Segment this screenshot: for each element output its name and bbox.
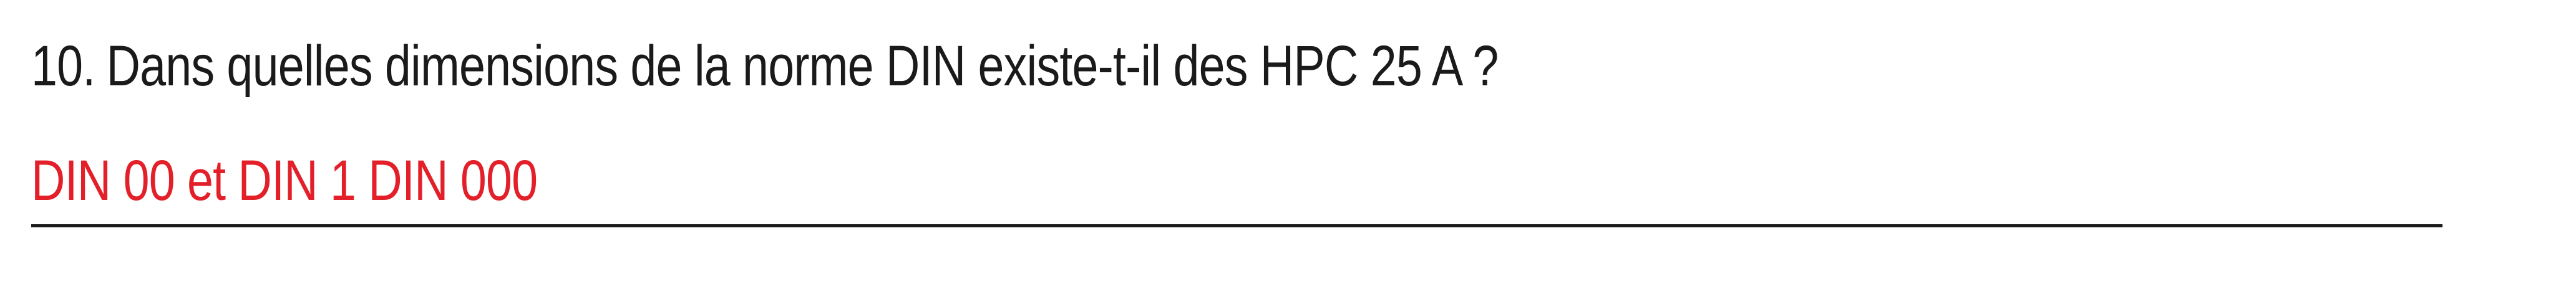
answer-text: DIN 00 et DIN 1 DIN 000 xyxy=(31,149,538,212)
question-number: 10. xyxy=(31,34,95,98)
question xyxy=(31,34,1499,98)
question-text: Dans quelles dimensions de la norme DIN existe-t-il des HPC 25 A ? xyxy=(106,34,1499,98)
answer-underline xyxy=(31,224,2442,227)
